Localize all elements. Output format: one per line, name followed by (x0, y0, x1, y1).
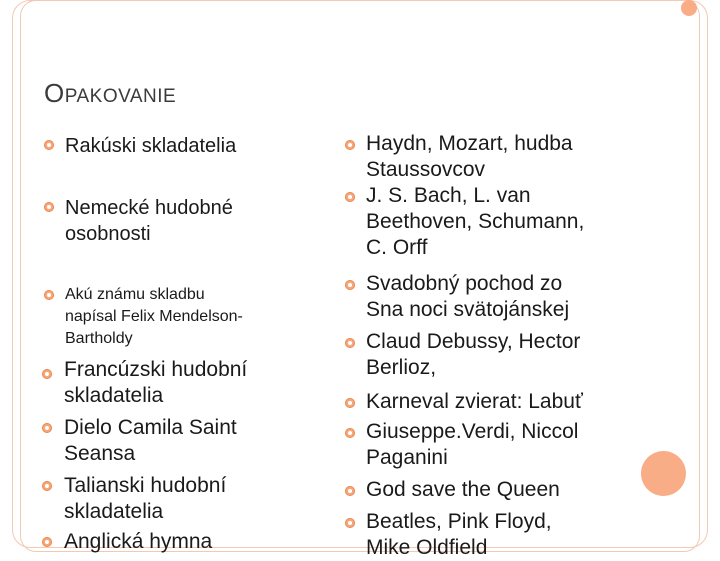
circle-bullet-icon (44, 140, 54, 150)
circle-bullet-icon (345, 140, 355, 150)
circle-bullet-icon (345, 518, 355, 528)
circle-bullet-icon (345, 338, 355, 348)
decorative-dot-small (681, 0, 697, 16)
circle-bullet-icon (42, 423, 52, 433)
circle-bullet-icon (345, 398, 355, 408)
circle-bullet-icon (345, 280, 355, 290)
right-column-list: Haydn, Mozart, hudba Staussovcov J. S. Bach, L. van Beethoven, Schumann, C. Orff Svadobný pochod zo Sna noci svätojánskej Claud Debussy, Hector Berlioz, Karneval zvierat: Labuť Giuseppe.Verdi, Niccol Paganini God save the Queen Beatles, Pink Floyd, Mike Oldfield (345, 0, 645, 540)
circle-bullet-icon (44, 290, 54, 300)
slide-title: OPAKOVANIE (44, 78, 177, 108)
decorative-dot-large (641, 451, 686, 496)
left-column-list: Rakúski skladatelia Nemecké hudobné osobnosti Akú známu skladbu napísal Felix Mendelson- Bartholdy Francúzski hudobní skladatelia Dielo Camila Saint Seansa Talianski hudobní skladatelia Anglická hymna (44, 0, 334, 540)
circle-bullet-icon (345, 428, 355, 438)
circle-bullet-icon (42, 537, 52, 547)
circle-bullet-icon (345, 192, 355, 202)
circle-bullet-icon (42, 481, 52, 491)
circle-bullet-icon (42, 369, 52, 379)
circle-bullet-icon (345, 486, 355, 496)
circle-bullet-icon (44, 202, 54, 212)
